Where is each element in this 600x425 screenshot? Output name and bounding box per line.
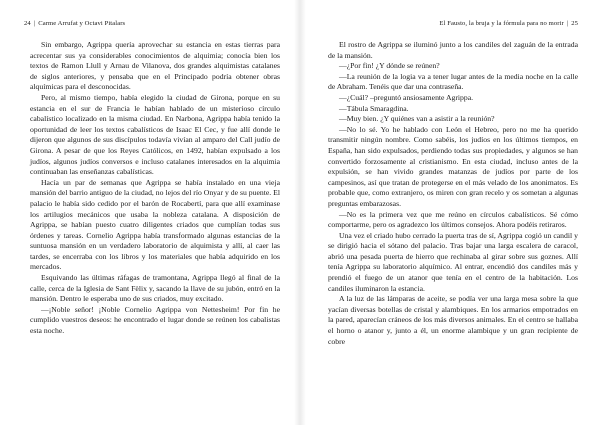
left-head-separator: |: [33, 20, 36, 27]
paragraph: Hacía un par de semanas que Agrippa se había instalado en una vieja mansión del barrio antiguo de la ciudad, no lejos del río Onyar y de su puente. El palacio le había sido cedido por el barón de Rocabertí, para que allí examinase los artilugios mecánicos que usaba la nobleza catalana. A disposición de Agrippa, se habían puesto cuatro diligentes criados que cumplían todas sus órdenes y tareas. Cornelio Agrippa había transformado algunas estancias de la suntuosa mansión en un verdadero laboratorio de alquimista y allí, al caer las tardes, se encerraba con los libros y los materiales que había adquirido en los mercados.: [30, 177, 280, 272]
right-head-separator: |: [566, 20, 569, 27]
paragraph: Una vez el criado hubo cerrado la puerta tras de sí, Agrippa cogió un candil y se dirigió hacia el sótano del palacio. Tras bajar una larga escalera de caracol, abrió una pesada puerta de hierro que rechinaba al girar sobre sus goznes. Allí tenía Agrippa su laboratorio alquímico. Al entrar, encendió dos candiles más y prendió el fuego de un atanor que tenía en el centro de la habitación. Los candiles iluminaron la estancia.: [328, 230, 578, 293]
paragraph: —Tábula Smaragdina.: [339, 103, 409, 113]
paragraph: El rostro de Agrippa se iluminó junto a los candiles del zaguán de la entrada de la mansión.: [328, 40, 578, 60]
paragraph: —No es la primera vez que me reúno en círculos cabalísticos. Sé cómo comportarme, pero os agradezco los últimos consejos. Ahora podéis retiraros.: [328, 209, 578, 230]
left-page-number: 24: [24, 20, 31, 27]
left-head-authors: Carme Arrufat y Octavi Pitalars: [38, 20, 126, 27]
right-page: [300, 0, 600, 425]
paragraph: Pero, al mismo tiempo, había elegido la ciudad de Girona, porque en su estancia en el sur de Francia le habían hablado de un misterioso círculo cabalístico localizado en la misma ciudad. En Narbona, Agrippa había tenido la oportunidad de leer los textos cabalísticos de Isaac El Cec, y fue allí donde le dijeron que algunos de sus discípulos todavía vivían al amparo del Call judío de Girona. A pesar de que los Reyes Católicos, en 1492, habían expulsado a los judíos, algunos judíos conversos e incluso catalanes interesados en la alquimia continuaban las enseñanzas cabalísticas.: [30, 92, 280, 177]
paragraph: —La reunión de la logia va a tener lugar antes de la media noche en la calle de Abraham. Tenéis que dar una contraseña.: [328, 71, 578, 92]
left-running-head: [24, 20, 125, 27]
left-text-block: [30, 40, 280, 337]
paragraph: Sin embargo, Agrippa quería aprovechar su estancia en estas tierras para acrecentar sus ya considerables conocimientos de alquimia; conocía bien los textos de Ramon Llull y Arnau de Vilanova, dos grandes alquimistas catalanes de siglos anteriores, y pensaba que en el Principado podría obtener obras alquímicas para el desconocidas.: [30, 40, 280, 92]
paragraph: —¡Noble señor! ¡Noble Cornelio Agrippa von Nettesheim! Por fin he cumplido vuestros deseos: he encontrado el lugar donde se reúnen los cabalistas esta noche.: [30, 304, 280, 336]
right-running-head: [439, 20, 578, 27]
paragraph: A la luz de las lámparas de aceite, se podía ver una larga mesa sobre la que yacían diversas botellas de cristal y alambiques. En los armarios empotrados en la pared, aparecían cráneos de los más diversos animales. En el centro se hallaba el horno o atanor y, junto a él, un enorme alambique y un gran recipiente de cobre: [328, 294, 578, 346]
right-text-block: [328, 40, 578, 347]
paragraph: Esquivando las últimas ráfagas de tramontana, Agrippa llegó al final de la calle, cerca de la Iglesia de Sant Fèlix y, sacando la llave de su jubón, entró en la mansión. Dentro le esperaba uno de sus criados, muy excitado.: [30, 273, 280, 304]
paragraph: —No lo sé. Yo he hablado con León el Hebreo, pero no me ha querido transmitir ningún nombre. Como sabéis, los judíos en los últimos tiempos, en España, han sido expulsados, perdiendo todas sus propiedades, y algunos se han convertido forzosamente al cristianismo. En esta ciudad, incluso antes de la expulsión, se han vivido grandes matanzas de judíos por parte de los campesinos, así que tratan de protegerse en el más velado de los anonimatos. Es probable que, como extranjero, os miren con gran recelo y os sometan a algunas preguntas embarazosas.: [328, 124, 578, 208]
right-page-number: 25: [571, 20, 578, 27]
paragraph: —Muy bien. ¿Y quiénes van a asistir a la reunión?: [339, 114, 495, 124]
right-head-title: El Fausto, la bruja y la fórmula para no morir: [439, 20, 564, 27]
paragraph: —¿Por fin! ¿Y dónde se reúnen?: [339, 61, 440, 71]
paragraph: —¿Cuál? –preguntó ansiosamente Agrippa.: [339, 92, 474, 102]
